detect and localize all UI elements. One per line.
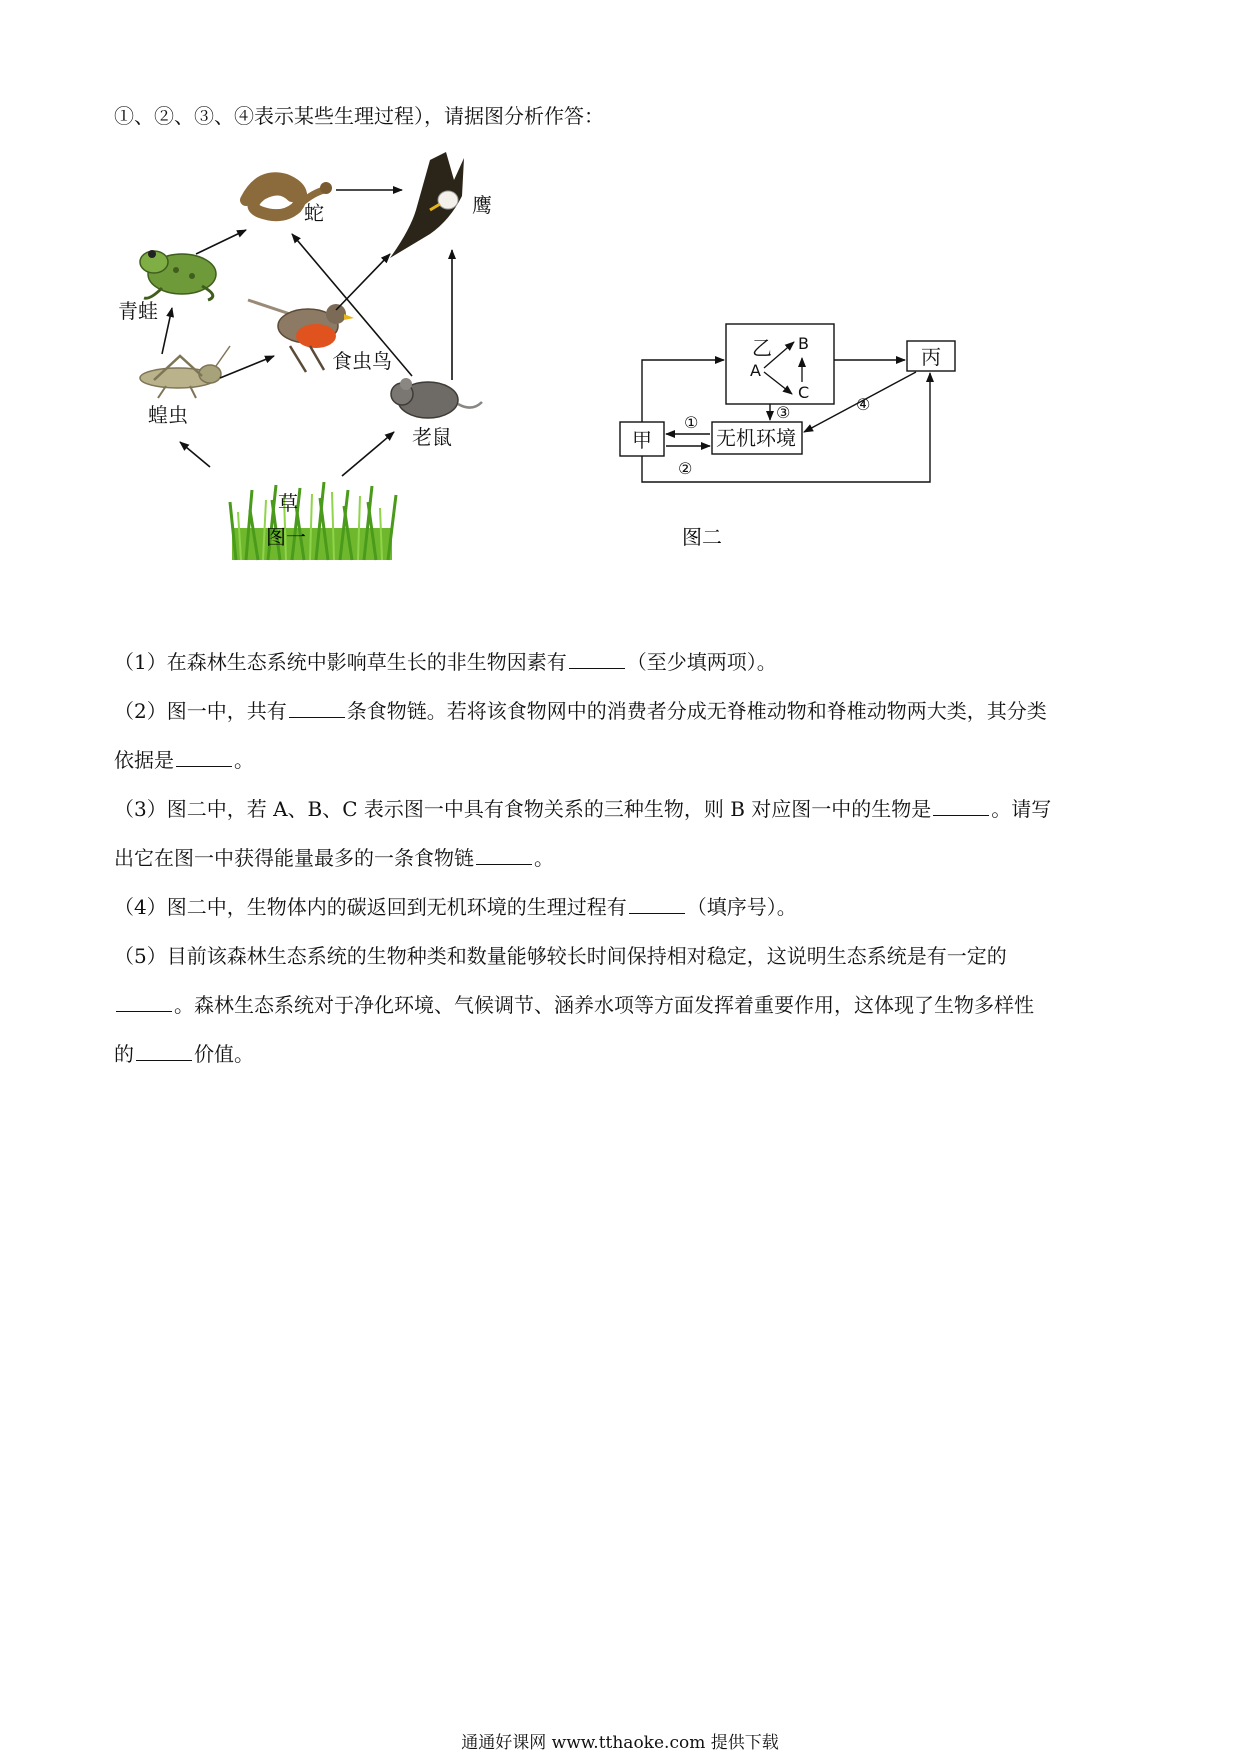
question-3-blank-1[interactable] [933, 797, 989, 816]
question-2-text-a: （2）图一中，共有 [114, 699, 287, 723]
frog-illustration [140, 250, 216, 300]
figure-2-caption: 图二 [682, 525, 722, 549]
arrow-grasshopper-bird [220, 356, 274, 378]
inner-label-yi: 乙 [752, 336, 772, 360]
question-1-text-b: （至少填两项）。 [626, 650, 777, 674]
process-1-label: ① [684, 413, 699, 432]
question-5-text-a: （5）目前该森林生态系统的生物种类和数量能够较长时间保持相对稳定，这说明生态系统是有一定的 [114, 944, 1007, 968]
process-2-label: ② [678, 459, 693, 478]
question-2-text-d: 。 [234, 748, 254, 772]
intro-text: ①、②、③、④表示某些生理过程），请据图分析作答： [114, 104, 604, 128]
question-2-text-b: 条食物链。若将该食物网中的消费者分成无脊椎动物和脊椎动物两大类，其分类 [346, 699, 1047, 723]
question-4-blank[interactable] [629, 895, 685, 914]
bird-label: 食虫鸟 [332, 349, 392, 373]
figure-1-caption: 图一 [266, 525, 306, 549]
grasshopper-label: 蝗虫 [148, 403, 188, 427]
grass-label: 草 [278, 491, 298, 515]
box-bing-label: 丙 [921, 345, 941, 369]
question-2-text-c: 依据是 [114, 748, 174, 772]
question-3 [114, 795, 1051, 823]
grass-illustration [230, 482, 396, 560]
question-3-text-b: 。请写 [991, 797, 1052, 821]
question-5-blank-2[interactable] [136, 1042, 192, 1061]
arrow-grasshopper-frog [162, 308, 172, 354]
question-3-text-c: 出它在图一中获得能量最多的一条食物链 [114, 846, 474, 870]
question-4-text-a: （4）图二中，生物体内的碳返回到无机环境的生理过程有 [114, 895, 627, 919]
question-5-cont-2 [114, 1040, 254, 1068]
question-3-blank-2[interactable] [476, 846, 532, 865]
question-5-text-d: 价值。 [194, 1042, 254, 1066]
eagle-label: 鹰 [472, 193, 492, 217]
question-1-blank[interactable] [569, 650, 625, 669]
frog-label: 青蛙 [118, 299, 158, 323]
mouse-label: 老鼠 [412, 425, 452, 449]
question-4-text-b: （填序号）。 [686, 895, 797, 919]
process-4-label: ④ [856, 395, 871, 414]
footer-text: 通通好课网 www.tthaoke.com 提供下载 [461, 1733, 779, 1753]
arrow-grass-mouse [342, 432, 394, 476]
arrow-frog-snake [196, 230, 246, 254]
arrow-bird-eagle [336, 254, 390, 310]
process-3-label: ③ [776, 403, 791, 422]
question-5-text-c: 的 [114, 1042, 134, 1066]
question-2-blank-2[interactable] [176, 748, 232, 767]
question-5-cont-1 [114, 991, 1034, 1019]
snake-label: 蛇 [304, 201, 324, 225]
question-3-cont [114, 844, 554, 872]
question-2-blank-1[interactable] [289, 699, 345, 718]
arrow-grass-grasshopper [180, 442, 210, 467]
question-5-blank-1[interactable] [116, 993, 172, 1012]
box-env-label: 无机环境 [716, 426, 796, 450]
question-2-cont [114, 746, 254, 774]
mouse-illustration [391, 378, 482, 418]
inner-label-b: B [798, 334, 809, 353]
question-3-text-a: （3）图二中，若 A、B、C 表示图一中具有食物关系的三种生物，则 B 对应图一中的生物是 [114, 797, 932, 821]
question-2 [114, 697, 1047, 725]
question-3-text-d: 。 [534, 846, 554, 870]
question-5 [114, 942, 1007, 970]
box-jia-label: 甲 [632, 428, 652, 452]
question-1 [114, 648, 777, 676]
consumer-box [726, 324, 834, 404]
question-4 [114, 893, 797, 921]
figure-2-carbon-cycle [590, 310, 990, 620]
inner-label-c: C [798, 383, 810, 402]
eagle-illustration [390, 152, 464, 258]
figure-1-food-web [110, 150, 570, 620]
inner-label-a: A [750, 361, 761, 380]
question-5-text-b: 。森林生态系统对于净化环境、气候调节、涵养水项等方面发挥着重要作用，这体现了生物多样性 [174, 993, 1034, 1017]
arrow-jia-consumer [642, 360, 724, 422]
question-1-text-a: （1）在森林生态系统中影响草生长的非生物因素有 [114, 650, 567, 674]
grasshopper-illustration [140, 346, 230, 398]
